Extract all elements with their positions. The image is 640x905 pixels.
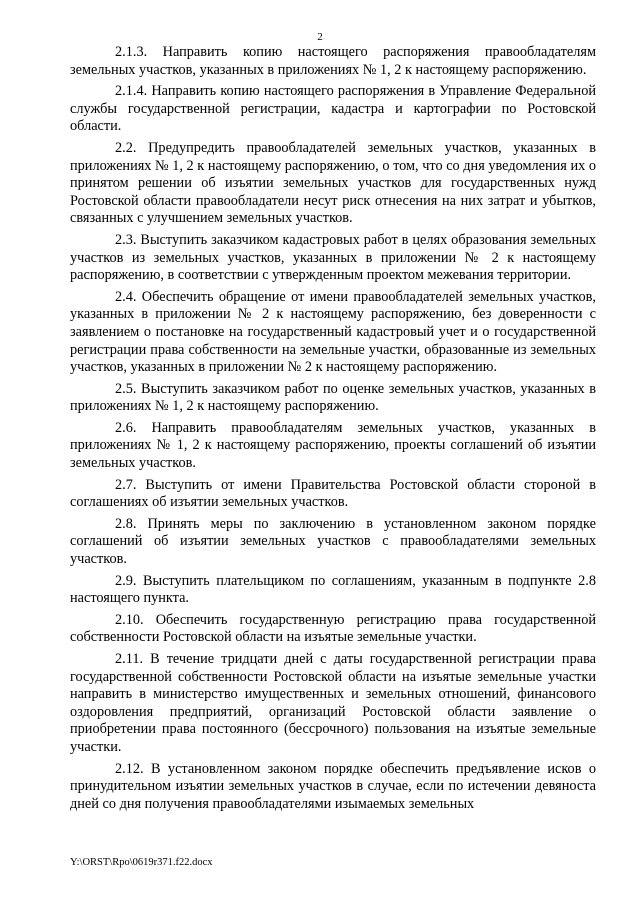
paragraph-2-1-4: 2.1.4. Направить копию настоящего распоряжения в Управление Федеральной службы государственной регистрации, кадастра и картографии по Ростовской области.: [70, 83, 596, 135]
paragraph-2-7: 2.7. Выступить от имени Правительства Ростовской области стороной в соглашениях об изъятии земельных участков.: [70, 476, 596, 511]
paragraph-2-1-3: 2.1.3. Направить копию настоящего распоряжения правообладателям земельных участков, указанных в приложениях № 1, 2 к настоящему распоряжению.: [70, 44, 596, 78]
paragraph-2-12: 2.12. В установленном законом порядке обеспечить предъявление исков о принудительном изъятии земельных участков в случае, если по истечении девяноста дней со дня получения правообладателями изымаемых земельных: [70, 760, 596, 812]
paragraph-2-9: 2.9. Выступить плательщиком по соглашениям, указанным в подпункте 2.8 настоящего пункта.: [70, 572, 596, 607]
paragraph-2-4: 2.4. Обеспечить обращение от имени правообладателей земельных участков, указанных в приложении № 2 к настоящему распоряжению, без доверенности с заявлением о постановке на государственный кадастровый учет и о государственной регистрации права собственности на земельные участки, образованные из земельных участков, указанных в приложении № 2 к настоящему распоряжению.: [70, 288, 596, 376]
document-body: [70, 44, 596, 817]
paragraph-2-6: 2.6. Направить правообладателям земельных участков, указанных в приложениях № 1, 2 к настоящему распоряжению, проекты соглашений об изъятии земельных участков.: [70, 419, 596, 472]
page-number: 2: [317, 31, 323, 43]
paragraph-2-3: 2.3. Выступить заказчиком кадастровых работ в целях образования земельных участков из земельных участков, указанных в приложении № 2 к настоящему распоряжению, в соответствии с утвержденным проектом межевания территории.: [70, 231, 596, 284]
footer-file-path: Y:\ORST\Rpo\0619r371.f22.docx: [70, 857, 213, 868]
paragraph-2-2: 2.2. Предупредить правообладателей земельных участков, указанных в приложениях № 1, 2 к настоящему распоряжению, о том, что со дня уведомления их о принятом решении об изъятии земельных участков для государственных нужд Ростовской области правообладатели несут риск отнесения на них затрат и убытков, связанных с улучшением земельных участков.: [70, 139, 596, 227]
paragraph-2-8: 2.8. Принять меры по заключению в установленном законом порядке соглашений об изъятии земельных участков с правообладателями земельных участков.: [70, 515, 596, 568]
paragraph-2-10: 2.10. Обеспечить государственную регистрацию права государственной собственности Ростовской области на изъятые земельные участки.: [70, 611, 596, 646]
paragraph-2-11: 2.11. В течение тридцати дней с даты государственной регистрации права государственной собственности Ростовской области на изъятые земельные участки направить в министерство имущественных и земельных отношений, финансового оздоровления предприятий, организаций Ростовской области заявление о приобретении права постоянного (бессрочного) пользования на изъятые земельные участки.: [70, 651, 596, 755]
paragraph-2-5: 2.5. Выступить заказчиком работ по оценке земельных участков, указанных в приложениях № 1, 2 к настоящему распоряжению.: [70, 380, 596, 415]
